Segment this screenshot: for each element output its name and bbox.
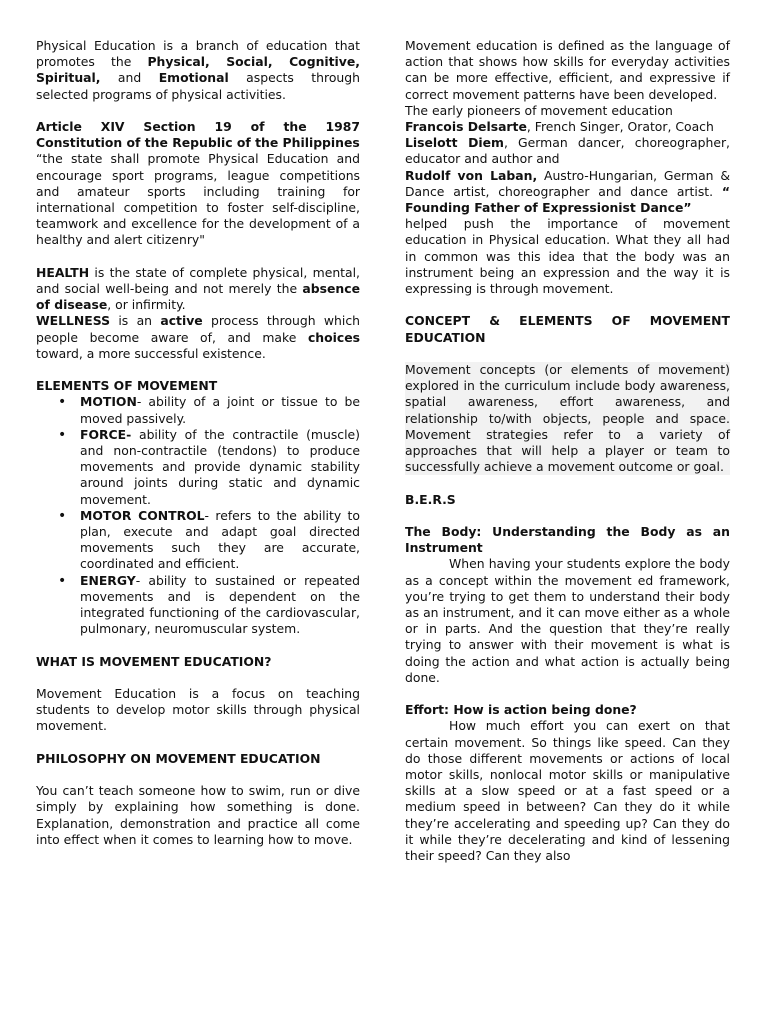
- concept-text: Movement concepts (or elements of movement) explored in the curriculum include body awareness, spatial awareness, effort awareness, and relationship to/with objects, people and space. Movement strategies refer to a variety of approaches that will help a player or team to successfully achieve a movement outcome or goal.: [405, 362, 730, 475]
- effort-text: How much effort you can exert on that certain movement. So things like speed. Can they do those different movements or actions of local motor skills, nonlocal motor skills or manipulative skills at a slow speed or at a fast speed or a medium speed in between? Can they do it while they’re accelerating and speeding up? Can they do it while they’re decelerating and kind of lessening their speed? Can they also: [405, 718, 730, 864]
- list-item: • ENERGY- ability to sustained or repeated movements and is dependent on the integrated functioning of the cardiovascular, pulmonary, neuromuscular system.: [80, 573, 360, 638]
- left-column: [36, 38, 360, 848]
- elements-list: [36, 394, 360, 637]
- list-item: • MOTOR CONTROL- refers to the ability to plan, execute and adapt goal directed movements such they are accurate, coordinated and efficient.: [80, 508, 360, 573]
- article-quote: “the state shall promote Physical Education and encourage sport programs, league competitions and amateur sports including training for international competition to foster self-discipline, teamwork and excellence for the development of a healthy and alert citizenry": [36, 151, 360, 248]
- article-heading: Article XIV Section 19 of the 1987 Constitution of the Republic of the Philippines: [36, 119, 360, 151]
- philosophy-text: You can’t teach someone how to swim, run or dive simply by explaining how something is done. Explanation, demonstration and practice all come into effect when it comes to learning how to move.: [36, 783, 360, 847]
- concept-heading: CONCEPT & ELEMENTS OF MOVEMENT EDUCATION: [405, 313, 730, 345]
- list-item: • FORCE- ability of the contractile (muscle) and non-contractile (tendons) to produce movements and provide dynamic stability around joints during static and dynamic movement.: [80, 427, 360, 508]
- philosophy-heading: PHILOSOPHY ON MOVEMENT EDUCATION: [36, 750, 321, 766]
- health-definition: HEALTH is the state of complete physical, mental, and social well-being and not merely the absence of disease, or infirmity.: [36, 264, 360, 313]
- movement-ed-definition: Movement education is defined as the language of action that shows how skills for everyday activities can be more effective, efficient, and expressive if correct movement patterns have been developed.: [405, 38, 730, 102]
- list-item: • MOTION- ability of a joint or tissue to be moved passively.: [80, 394, 360, 426]
- wellness-definition: WELLNESS is an active process through which people become aware of, and make choices toward, a more successful existence.: [36, 313, 360, 361]
- pioneer-delsarte: Francois Delsarte, French Singer, Orator, Coach: [405, 119, 714, 135]
- pioneers-summary: helped push the importance of movement education in Physical education. What they all had in common was this idea that the body was an instrument being an expression and the way it is expressing is through movement.: [405, 216, 730, 297]
- pioneer-laban: Rudolf von Laban, Austro-Hungarian, German & Dance artist, choreographer and dance artist. “ Founding Father of Expressionist Dance”: [405, 167, 731, 216]
- elements-heading: ELEMENTS OF MOVEMENT: [36, 378, 218, 394]
- effort-heading: Effort: How is action being done?: [405, 702, 637, 718]
- what-is-heading: WHAT IS MOVEMENT EDUCATION?: [36, 653, 272, 669]
- bers-heading: B.E.R.S: [405, 491, 456, 507]
- pioneer-diem: Liselott Diem, German dancer, choreographer, educator and author and: [405, 135, 730, 167]
- pe-definition: Physical Education is a branch of education that promotes the Physical, Social, Cognitive, Spiritual, and Emotional aspects through selected programs of physical activities.: [36, 38, 360, 102]
- pioneers-intro: The early pioneers of movement education: [405, 102, 673, 118]
- right-column: [405, 38, 730, 864]
- body-text: When having your students explore the body as a concept within the movement ed framework, you’re trying to get them to understand their body as an instrument, and it can move either as a whole or in parts. And the question that they’re really trying to answer with their movement is what is doing the action and what action is actually being done.: [405, 556, 730, 685]
- what-is-text: Movement Education is a focus on teaching students to develop motor skills through physical movement.: [36, 686, 360, 734]
- body-heading: The Body: Understanding the Body as an Instrument: [405, 524, 730, 556]
